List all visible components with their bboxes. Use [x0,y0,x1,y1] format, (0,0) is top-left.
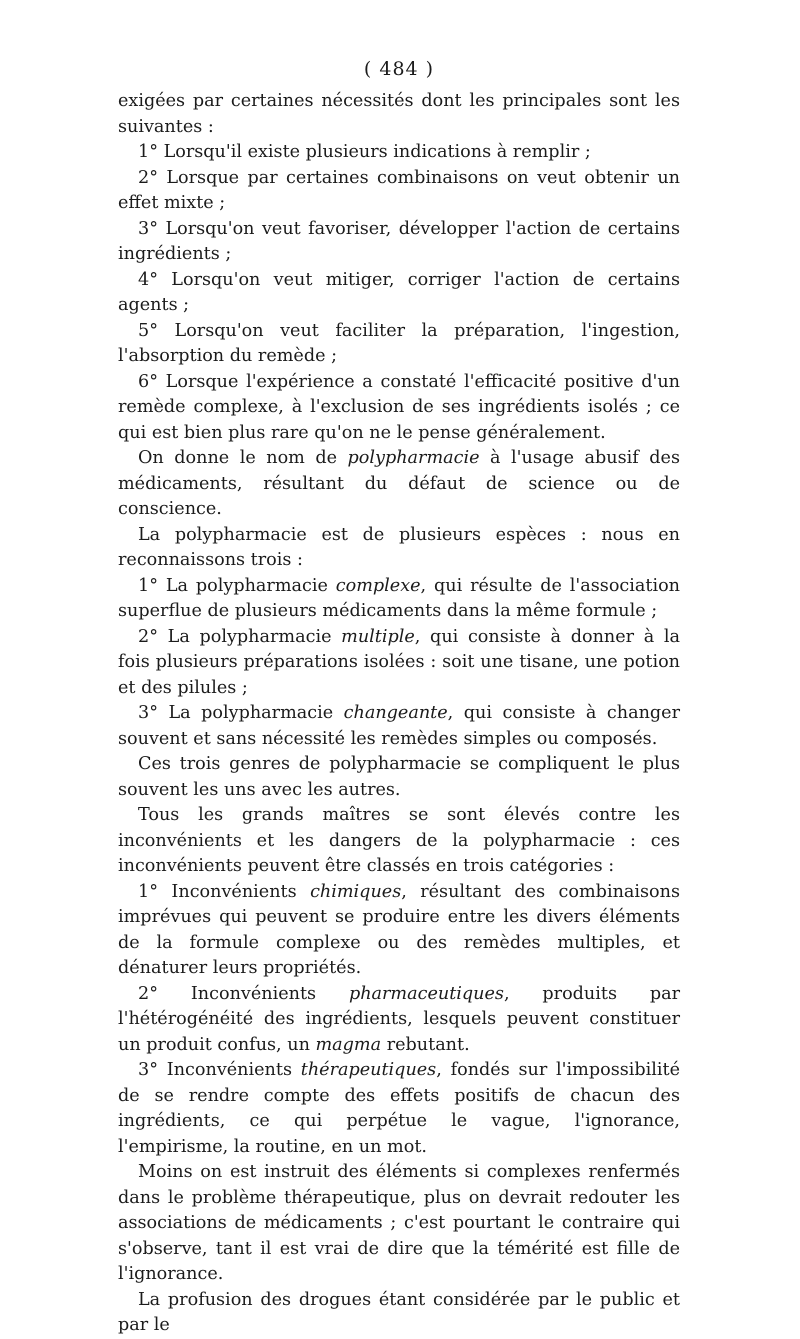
paragraph-p0 [118,89,680,140]
paragraph-p10 [118,625,680,702]
text-run: 1° La polypharmacie [138,575,336,596]
paragraph-p18 [118,1288,680,1339]
page-number: ( 484 ) [363,58,435,80]
paragraph-p11 [118,701,680,752]
text-run: 2° La polypharmacie [138,626,342,647]
italic-term: thérapeutiques [300,1060,437,1080]
text-run: 3° Inconvénients [138,1060,301,1080]
paragraph-p3 [118,217,680,268]
text-run: , produits par l'hétérogénéité des ingrédients, lesquels peuvent constituer un produit confus, un [118,983,681,1055]
paragraph-p5 [118,319,680,370]
italic-term: complexe [335,575,421,596]
text-run: 3° La polypharmacie [138,703,344,723]
text-run: 1° Inconvénients [138,881,311,902]
paragraph-p12 [118,752,680,803]
text-run: à l'usage abusif des médicaments, résultant du défaut de science ou de conscience. [118,448,680,519]
paragraph-p14 [118,880,680,982]
paragraph-p7 [118,446,680,523]
paragraph-p4 [118,268,680,319]
paragraph-p13 [118,803,680,880]
italic-term: multiple [341,626,415,647]
text-run: exigées par certaines nécessités dont les principales sont les suivantes : [118,91,680,137]
text-run: 6° Lorsque l'expérience a constaté l'efficacité positive d'un remède complexe, à l'exclusion de ses ingrédients isolés ; ce qui est bien plus rare qu'on ne le pense généralement. [118,371,680,443]
text-run: , fondés sur l'impossibilité de se rendre compte des effets positifs de chacun des ingrédients, ce qui perpétue le vague, l'ignorance, l'empirisme, la routine, en un mot. [118,1060,680,1157]
text-run: , qui résulte de l'association superflue de plusieurs médicaments dans la même formule ; [118,575,680,621]
text-run: 2° Lorsque par certaines combinaisons on veut obtenir un effet mixte ; [118,167,680,213]
text-run: Ces trois genres de polypharmacie se compliquent le plus souvent les uns avec les autres. [118,754,680,800]
paragraph-p1 [118,140,680,166]
italic-term: magma [315,1034,382,1055]
italic-term: chimiques [310,881,402,902]
paragraph-p15 [118,982,680,1059]
text-run: 2° Inconvénients [138,983,349,1004]
text-run: , qui consiste à changer souvent et sans nécessité les remèdes simples ou composés. [118,703,680,749]
text-run: 3° Lorsqu'on veut favoriser, développer l'action de certains ingrédients ; [118,218,680,264]
text-run: 4° Lorsqu'on veut mitiger, corriger l'action de certains agents ; [118,269,680,315]
paragraph-p17 [118,1160,680,1288]
book-page [118,58,680,1339]
paragraph-p8 [118,523,680,574]
text-run: 1° Lorsqu'il existe plusieurs indications à remplir ; [138,142,591,162]
paragraph-p9 [118,574,680,625]
paragraph-p2 [118,166,680,217]
text-run: 5° Lorsqu'on veut faciliter la préparation, l'ingestion, l'absorption du remède ; [118,320,680,366]
text-run: rebutant. [381,1034,470,1055]
text-run: , qui consiste à donner à la fois plusieurs préparations isolées : soit une tisane, une potion et des pilules ; [118,626,681,698]
italic-term: polypharmacie [347,448,480,468]
text-run: On donne le nom de [138,448,348,468]
text-run: Moins on est instruit des éléments si complexes renfermés dans le problème thérapeutique, plus on devrait redouter les associations de médicaments ; c'est pourtant le contraire qui s'observe, tant il est vrai de dire que la témérité est fille de l'ignorance. [118,1162,680,1284]
italic-term: changeante [343,703,448,723]
page-body-text [118,89,680,1339]
italic-term: pharmaceutiques [348,983,504,1004]
paragraph-p6 [118,370,680,447]
paragraph-p16 [118,1058,680,1160]
text-run: La profusion des drogues étant considérée par le public et par le [118,1289,680,1335]
text-run: , résultant des combinaisons imprévues qui peuvent se produire entre les divers éléments de la formule complexe ou des remèdes multiples, et dénaturer leurs propriétés. [118,881,681,978]
text-run: Tous les grands maîtres se sont élevés contre les inconvénients et les dangers de la polypharmacie : ces inconvénients peuvent être classés en trois catégories : [118,805,680,876]
text-run: La polypharmacie est de plusieurs espèces : nous en reconnaissons trois : [118,524,680,570]
